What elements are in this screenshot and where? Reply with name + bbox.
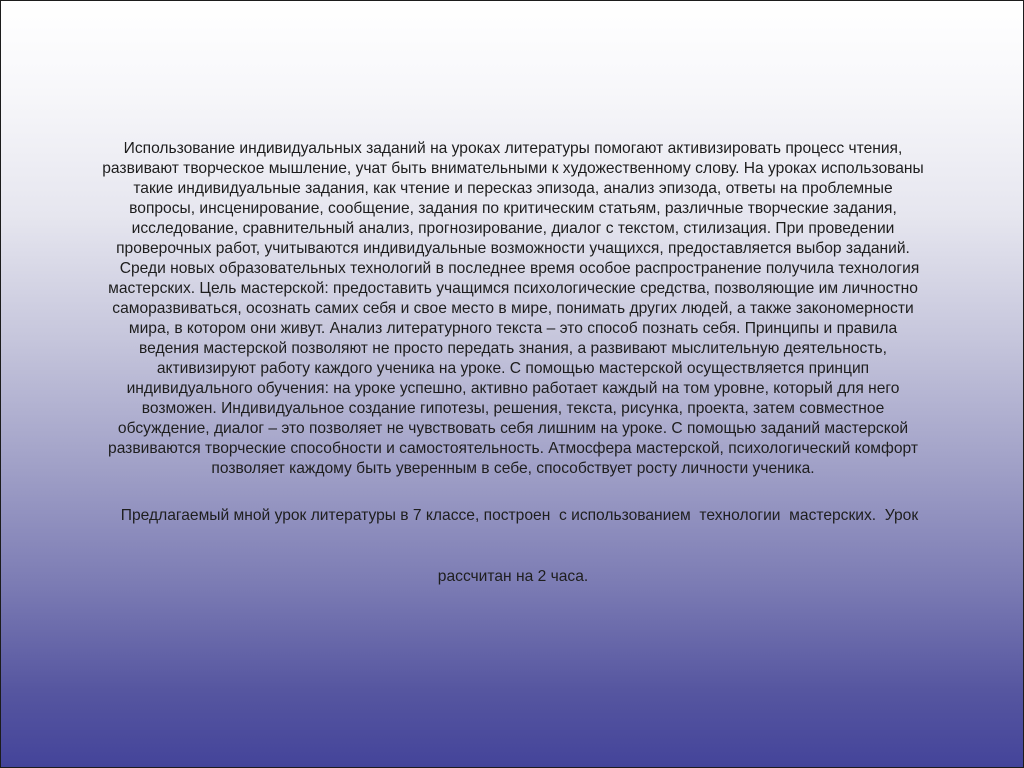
lesson-description: Предлагаемый мной урок литературы в 7 классе, построен с использованием технологии мастерских. Урок: [107, 507, 919, 524]
paragraph-line: развивают творческое мышление, учат быть внимательными к художественному слову. На уроках использованы: [102, 160, 924, 177]
paragraph-line: обсуждение, диалог – это позволяет не чувствовать себя лишним на уроке. С помощью заданий мастерской: [117, 420, 909, 437]
paragraph-line: Среди новых образовательных технологий в последнее время особое распространение получила технология: [106, 260, 920, 277]
paragraph-line: саморазвиваться, осознать самих себя и свое место в мире, понимать других людей, а также закономерности: [112, 300, 914, 317]
paragraph-line: такие индивидуальные задания, как чтение и пересказ эпизода, анализ эпизода, ответы на проблемные: [133, 180, 893, 197]
paragraph-line: мастерских. Цель мастерской: предоставить учащимся психологические средства, позволяющие им личностно: [108, 280, 918, 297]
paragraph-line: ведения мастерской позволяют не просто передать знания, а развивают мыслительную деятельность,: [139, 340, 887, 357]
paragraph-line: мира, в котором они живут. Анализ литературного текста – это способ познать себя. Принципы и правила: [128, 320, 898, 337]
paragraph-line: возможен. Индивидуальное создание гипотезы, решения, текста, рисунка, проекта, затем совместное: [141, 400, 885, 417]
paragraph-line: проверочных работ, учитываются индивидуальные возможности учащихся, предоставляется выбор заданий.: [116, 240, 910, 257]
paragraph-line: позволяет каждому быть уверенным в себе, способствует росту личности ученика.: [211, 460, 815, 477]
paragraph-line: исследование, сравнительный анализ, прогнозирование, диалог с текстом, стилизация. При проведении: [131, 220, 895, 237]
lesson-duration: рассчитан на 2 часа.: [437, 568, 589, 585]
paragraph-line: индивидуального обучения: на уроке успешно, активно работает каждый на том уровне, который для него: [126, 380, 900, 397]
paragraph-line: вопросы, инсценирование, сообщение, задания по критическим статьям, различные творческие задания,: [129, 200, 897, 217]
main-paragraph: [51, 139, 975, 479]
paragraph-line: Использование индивидуальных заданий на уроках литературы помогают активизировать процесс чтения,: [123, 140, 903, 157]
paragraph-line: активизируют работу каждого ученика на уроке. С помощью мастерской осуществляется принцип: [156, 360, 870, 377]
paragraph-line: развиваются творческие способности и самостоятельность. Атмосфера мастерской, психологический комфорт: [108, 440, 918, 457]
